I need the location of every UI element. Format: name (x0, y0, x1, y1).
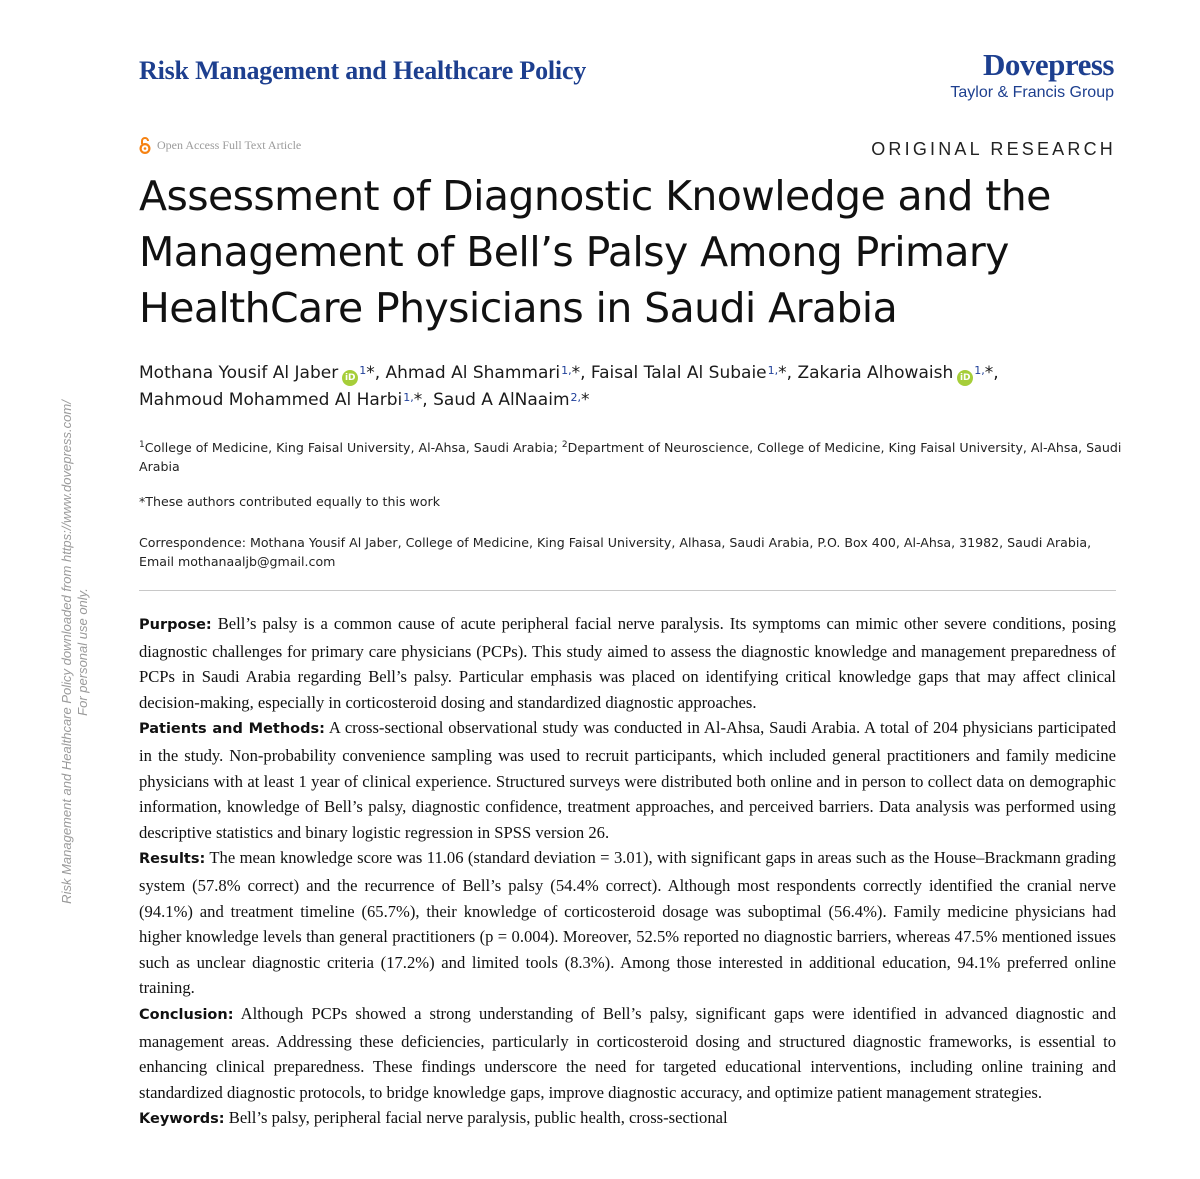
publisher-name: Dovepress (983, 47, 1114, 82)
author-list (139, 360, 1119, 414)
abstract-purpose (139, 611, 1116, 715)
author-star: * (778, 363, 787, 383)
journal-title: Risk Management and Healthcare Policy (139, 56, 587, 85)
results-label: Results: (139, 851, 206, 868)
affil-text: College of Medicine, King Faisal University, Al-Ahsa, Saudi Arabia; (144, 440, 562, 456)
author-affil-sup[interactable]: 1, (561, 364, 572, 377)
watermark-line: For personal use only. (75, 588, 90, 716)
download-watermark (59, 400, 91, 904)
author-affil-sup[interactable]: 2, (570, 391, 582, 404)
author-name: Mahmoud Mohammed Al Harbi (139, 390, 403, 410)
results-text: The mean knowledge score was 11.06 (standard deviation = 3.01), with significant gaps in areas such as the House–Brackmann grading system (57.8% correct) and the recurrence of Bell’s palsy (54.4% correct). Although most respondents correctly identified the cranial nerve (94.1%) and treatment timeline (65.7%), their knowledge of corticosteroid dosage was suboptimal (56.4%). Family medicine physicians had higher knowledge levels than general practitioners (p = 0.004). Moreover, 52.5% reported no diagnostic barriers, whereas 47.5% mentioned issues such as unclear diagnostic criteria (17.2%) and limited tools (8.3%). Among those interested in additional education, 94.1% preferred online training. (139, 848, 1116, 998)
author-star: * (571, 363, 581, 383)
author-affil-sup[interactable]: 1, (767, 364, 779, 377)
methods-label: Patients and Methods: (139, 721, 325, 738)
purpose-label: Purpose: (139, 617, 212, 633)
title-line: HealthCare Physicians in Saudi Arabia (139, 284, 898, 332)
abstract (139, 611, 1116, 1133)
keywords-label: Keywords: (139, 1111, 225, 1128)
divider (139, 590, 1116, 591)
watermark-line: Risk Management and Healthcare Policy downloaded from https://www.dovepress.com/ (59, 400, 74, 904)
abstract-conclusion (139, 1001, 1116, 1105)
open-access-icon (139, 136, 151, 154)
affil-sup: 2 (561, 440, 568, 450)
author-star: * (413, 390, 423, 410)
article-type: ORIGINAL RESEARCH (871, 139, 1116, 159)
publisher-logo[interactable] (950, 48, 1114, 102)
abstract-keywords (139, 1105, 1116, 1133)
purpose-text: Bell’s palsy is a common cause of acute peripheral facial nerve paralysis. Its symptoms can mimic other severe conditions, posing diagnostic challenges for primary care physicians (PCPs). This study aimed to assess the diagnostic knowledge and management preparedness of PCPs in Saudi Arabia regarding Bell’s palsy. Particular emphasis was placed on identifying critical knowledge gaps that may affect clinical decision-making, especially in corticosteroid dosing and standardized diagnostic approaches. (139, 614, 1116, 712)
correspondence: Correspondence: Mothana Yousif Al Jaber, College of Medicine, King Faisal University, Alhasa, Saudi Arabia, P.O. Box 400, Al-Ahsa, 31982, Saudi Arabia, Email mothanaaljb@gmail.com (139, 535, 1092, 569)
conclusion-label: Conclusion: (139, 1006, 234, 1023)
author-name: , Ahmad Al Shammari (374, 363, 561, 383)
author-name: , Faisal Talal Al Subaie (580, 363, 767, 383)
author-name: , Zakaria Alhowaish (786, 363, 954, 383)
author-name: , Saud A AlNaaim (422, 390, 570, 410)
abstract-results (139, 845, 1116, 1001)
author-line: Mothana Yousif Al Jaber $iD^1*$, Ahmad Al Shammari$^{1,}$*, Faisal Talal Al Subaie$^{1,}$*, Zakaria Alhowaish $iD^{1,}*$, (139, 360, 1119, 387)
author-name: Mothana Yousif Al Jaber (139, 363, 339, 383)
author-star: * (366, 363, 375, 383)
affiliations (139, 436, 1124, 476)
author-star: * (581, 390, 590, 410)
orcid-icon[interactable]: iD (957, 370, 973, 386)
open-access-badge (139, 136, 301, 154)
article-title (139, 168, 1119, 336)
author-affil-sup[interactable]: 1, (974, 364, 985, 377)
orcid-icon[interactable]: iD (342, 370, 358, 386)
author-line (139, 387, 1119, 414)
publisher-group: Taylor & Francis Group (950, 84, 1114, 101)
abstract-methods (139, 715, 1116, 845)
affil-sup: 1 (139, 440, 145, 450)
affil-text: Department of Neuroscience, College of Medicine, King Faisal University, Al-Ahsa, Saudi Arabia (139, 440, 1122, 475)
title-line: Assessment of Diagnostic Knowledge and the (139, 172, 1051, 220)
equal-contribution-note: *These authors contributed equally to this work (139, 494, 440, 509)
author-affil-sup[interactable]: 1, (403, 391, 414, 404)
open-access-label: Open Access Full Text Article (157, 137, 302, 152)
keywords-text: Bell’s palsy, peripheral facial nerve paralysis, public health, cross-sectional (228, 1108, 728, 1128)
title-line: Management of Bell’s Palsy Among Primary (139, 228, 1009, 276)
author-affil-sup[interactable]: 1 (359, 364, 367, 377)
methods-text: A cross-sectional observational study was conducted in Al-Ahsa, Saudi Arabia. A total of 204 physicians participated in the study. Non-probability convenience sampling was used to recruit participants, which included general practitioners and family medicine physicians with at least 1 year of clinical experience. Structured surveys were distributed both online and in person to collect data on demographic information, knowledge of Bell’s palsy, diagnostic confidence, treatment approaches, and perceived barriers. Data analysis was performed using descriptive statistics and binary logistic regression in SPSS version 26. (139, 718, 1117, 842)
author-star: * (984, 363, 994, 383)
conclusion-text: Although PCPs showed a strong understanding of Bell’s palsy, significant gaps were identified in advanced diagnostic and management areas. Addressing these deficiencies, particularly in corticosteroid dosing and structured diagnostic frameworks, is essential to enhancing clinical preparedness. These findings underscore the need for targeted educational interventions, including online training and standardized diagnostic protocols, to bridge knowledge gaps, improve diagnostic accuracy, and optimize patient management strategies. (139, 1003, 1116, 1102)
